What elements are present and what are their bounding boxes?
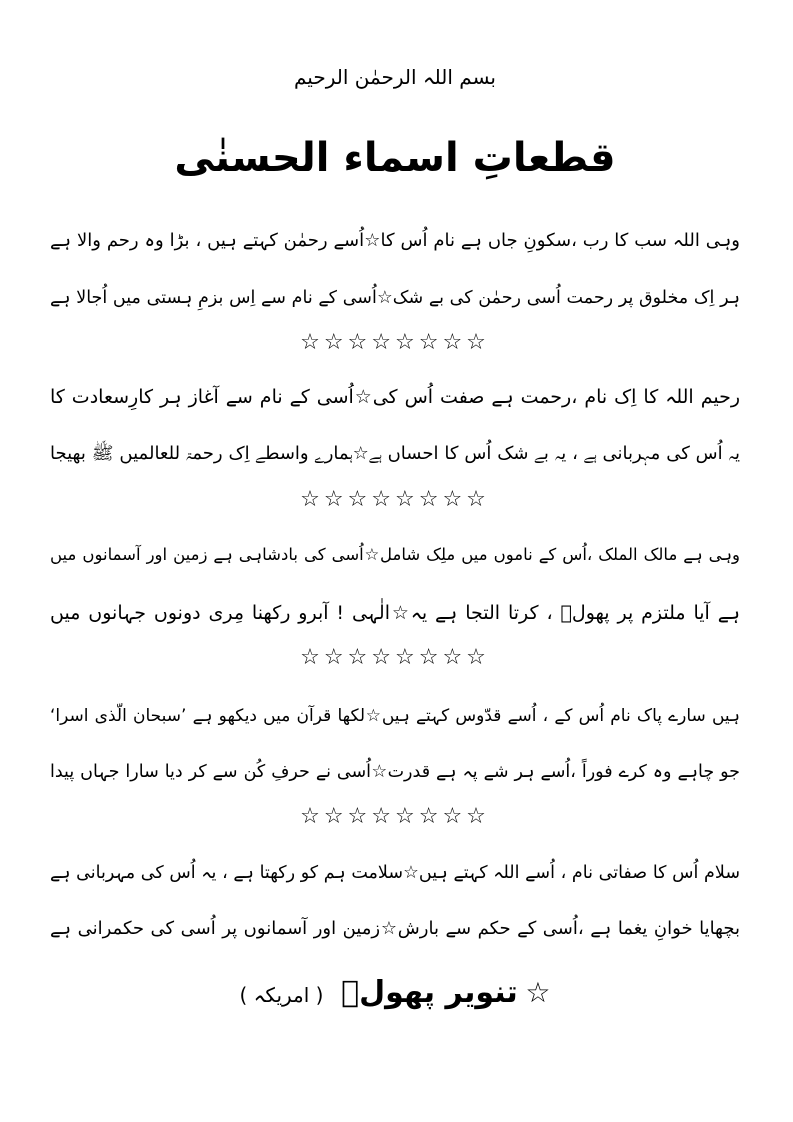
stanza-3-line-2: ہے آیا ملتزم پر پھولؔ ، کرتا التجا ہے یہ☆الٰہی ! آبرو رکھنا مِری دونوں جہانوں میں: [50, 602, 740, 624]
stanza-1-star-separator: ☆☆☆☆☆☆☆☆: [300, 330, 490, 355]
stanza-3-line-1: وہی ہے مالک الملک ،اُس کے ناموں میں ملِک شامل☆اُسی کی بادشاہی ہے زمین اور آسمانوں میں: [50, 545, 740, 564]
page-title: قطعاتِ اسماء الحسنٰی: [174, 135, 616, 181]
stanza-1-line-2: ہر اِک مخلوق پر رحمت اُسی رحمٰن کی بے شک☆اُسی کے نام سے اِس بزمِ ہستی میں اُجالا ہے: [50, 288, 740, 308]
stanza-3-star-separator: ☆☆☆☆☆☆☆☆: [300, 645, 490, 670]
stanza-4-line-2: جو چاہے وہ کرے فوراً ،اُسے ہر شے پہ ہے قدرت☆اُسی نے حرفِ کُن سے کر دیا سارا جہاں پیدا: [50, 762, 740, 782]
stanza-1-line-1: وہی اللہ سب کا رب ،سکونِ جاں ہے نام اُس کا☆اُسے رحمٰن کہتے ہیں ، بڑا وہ رحم والا ہے: [50, 230, 740, 251]
stanza-2-line-1: رحیم اللہ کا اِک نام ،رحمت ہے صفت اُس کی☆اُسی کے نام سے آغاز ہر کارِسعادت کا: [50, 386, 740, 408]
signature-star-icon: ☆: [525, 976, 551, 1009]
stanza-5-line-2: بچھایا خوانِ یغما ہے ،اُسی کے حکم سے بارش☆زمین اور آسمانوں پر اُسی کی حکمرانی ہے: [50, 918, 740, 939]
bismillah-heading: بسم اللہ الرحمٰن الرحیم: [293, 65, 496, 89]
stanza-2-line-2: یہ اُس کی مہربانی ہے ، یہ بے شک اُس کا احساں ہے☆ہمارے واسطے اِک رحمۃ للعالمیں ﷺ بھیجا: [50, 443, 740, 464]
poet-name: تنویر پھولؔ: [341, 975, 518, 1010]
stanza-4-star-separator: ☆☆☆☆☆☆☆☆: [300, 804, 490, 829]
stanza-4-line-1: ہیں سارے پاک نام اُس کے ، اُسے قدّوس کہتے ہیں☆لکھا قرآن میں دیکھو ہے ’سبحان الّذی اسرا‘: [50, 706, 740, 726]
poet-signature: [50, 968, 740, 1018]
poet-location: ( امریکہ ): [239, 983, 324, 1007]
stanza-2-star-separator: ☆☆☆☆☆☆☆☆: [300, 487, 490, 512]
stanza-5-line-1: سلام اُس کا صفاتی نام ، اُسے اللہ کہتے ہیں☆سلامت ہم کو رکھتا ہے ، یہ اُس کی مہربانی ہے: [50, 863, 740, 883]
